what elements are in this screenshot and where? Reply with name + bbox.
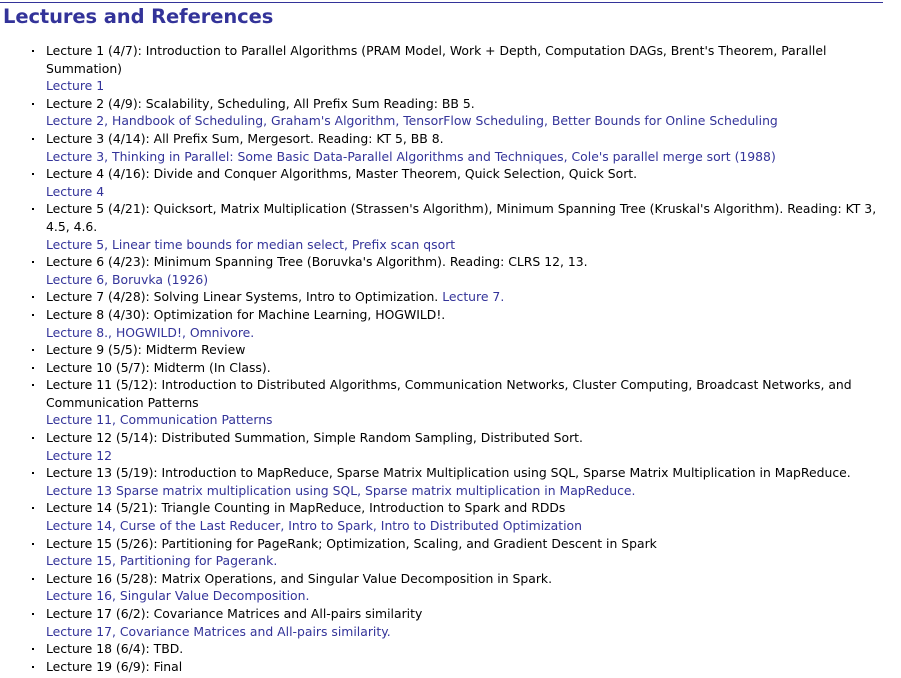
lecture-item [46,306,886,341]
reference-links [46,77,886,95]
lecture-description: Lecture 1 (4/7): Introduction to Parallel Algorithms (PRAM Model, Work + Depth, Computation DAGs, Brent's Theorem, Parallel Summation) [46,43,827,76]
reference-link[interactable]: Partitioning for Pagerank [119,553,274,569]
lecture-description: Lecture 12 (5/14): Distributed Summation, Simple Random Sampling, Distributed Sort. [46,430,583,446]
link-separator: , [111,623,120,639]
link-separator: , [343,236,352,252]
reference-links [46,271,886,289]
inline-lecture-link[interactable]: Lecture 7 [442,289,501,305]
reference-link[interactable]: Linear time bounds for median select [112,236,344,252]
reference-link[interactable]: Handbook of Scheduling [112,113,264,129]
reference-links [46,411,886,429]
lecture-description: Lecture 8 (4/30): Optimization for Machine Learning, HOGWILD!. [46,306,446,322]
link-separator: , [280,518,289,534]
lecture-description: Lecture 18 (6/4): TBD. [46,641,184,657]
lecture-description: Lecture 10 (5/7): Midterm (In Class). [46,359,271,375]
reference-link[interactable]: Lecture 1 [46,78,105,94]
link-separator: , [395,113,404,129]
link-separator: , [544,113,552,129]
reference-links [46,148,886,166]
links-tail: . [273,553,278,569]
reference-link[interactable]: Lecture 6 [46,271,105,287]
reference-link[interactable]: Boruvka (1926) [112,271,209,287]
reference-link[interactable]: Prefix scan qsort [351,236,456,252]
reference-link[interactable]: Intro to Spark [288,518,373,534]
lecture-description: Lecture 13 (5/19): Introduction to MapReduce, Sparse Matrix Multiplication using SQL, Sparse Matrix Multiplication in MapReduce. [46,465,851,481]
reference-links [46,183,886,201]
lecture-item [46,605,886,640]
link-separator: , [263,113,272,129]
reference-link[interactable]: Lecture 2 [46,113,105,129]
lecture-item [46,253,886,288]
lecture-item [46,359,886,377]
lecture-item [46,165,886,200]
reference-links [46,517,886,535]
lecture-description: Lecture 15 (5/26): Partitioning for PageRank; Optimization, Scaling, and Gradient Descent in Spark [46,535,657,551]
lecture-description: Lecture 19 (6/9): Final [46,658,183,674]
reference-link[interactable]: HOGWILD! [115,324,182,340]
lecture-description: Lecture 6 (4/23): Minimum Spanning Tree (Boruvka's Algorithm). Reading: CLRS 12, 13. [46,254,588,270]
reference-link[interactable]: Lecture 11 [46,412,112,428]
link-separator: , [563,148,572,164]
reference-link[interactable]: Lecture 16 [46,588,112,604]
reference-link[interactable]: Covariance Matrices and All-pairs similarity [119,623,387,639]
lecture-description: Lecture 11 (5/12): Introduction to Distributed Algorithms, Communication Networks, Cluster Computing, Broadcast Networks, and Communication Patterns [46,377,852,410]
reference-link[interactable]: Cole's parallel merge sort (1988) [571,148,776,164]
link-separator: , [104,148,112,164]
reference-links [46,112,886,130]
lecture-description: Lecture 2 (4/9): Scalability, Scheduling, All Prefix Sum Reading: BB 5. [46,95,475,111]
reference-link[interactable]: Lecture 17 [46,623,112,639]
reference-link[interactable]: Lecture 13 [46,482,112,498]
reference-link[interactable]: Lecture 12 [46,447,112,463]
link-separator: , [181,324,190,340]
reference-link[interactable]: Lecture 8. [46,324,109,340]
reference-link[interactable]: Better Bounds for Online Scheduling [551,113,778,129]
lecture-item [46,130,886,165]
reference-link[interactable]: Thinking in Parallel: Some Basic Data-Parallel Algorithms and Techniques [112,148,564,164]
link-separator: , [111,588,120,604]
lecture-description: Lecture 17 (6/2): Covariance Matrices and All-pairs similarity [46,606,423,621]
links-tail: . [386,623,391,639]
lecture-item [46,535,886,570]
reference-links [46,587,886,605]
lecture-item [46,464,886,499]
reference-links [46,447,886,465]
link-separator: , [357,482,366,498]
reference-link[interactable]: Sparse matrix multiplication in MapReduce [365,482,632,498]
reference-link[interactable]: Communication Patterns [119,412,273,428]
lecture-item [46,341,886,359]
link-separator: , [104,113,112,129]
reference-links [46,482,886,500]
reference-links [46,552,886,570]
lecture-description: Lecture 14 (5/21): Triangle Counting in MapReduce, Introduction to Spark and RDDs [46,500,566,516]
link-separator: , [111,553,120,569]
link-separator: , [111,518,120,534]
lecture-list [46,42,886,675]
reference-link[interactable]: Graham's Algorithm [271,113,396,129]
lecture-item [46,42,886,95]
link-separator: , [104,271,112,287]
link-separator: , [372,518,381,534]
reference-link[interactable]: Omnivore. [189,324,255,340]
lecture-item [46,95,886,130]
reference-link[interactable]: Singular Value Decomposition [119,588,306,604]
reference-link[interactable]: Lecture 5 [46,236,105,252]
reference-links [46,236,886,254]
lecture-item [46,200,886,253]
reference-link[interactable]: Lecture 4 [46,183,105,199]
links-tail: . [631,482,636,498]
lecture-description: Lecture 7 (4/28): Solving Linear Systems, Intro to Optimization. [46,289,439,305]
lecture-description: Lecture 16 (5/28): Matrix Operations, and Singular Value Decomposition in Spark. [46,570,553,586]
lecture-item [46,376,886,429]
lecture-item [46,429,886,464]
inline-tail: . [500,289,505,305]
lecture-description: Lecture 5 (4/21): Quicksort, Matrix Multiplication (Strassen's Algorithm), Minimum Spanning Tree (Kruskal's Algorithm). Reading: KT 3, 4.5, 4.6. [46,201,877,234]
section-title: Lectures and References [3,5,274,28]
reference-link[interactable]: Intro to Distributed Optimization [380,518,582,534]
reference-link[interactable]: Lecture 15 [46,553,112,569]
links-tail: . [305,588,310,604]
lecture-item [46,658,886,676]
reference-link[interactable]: TensorFlow Scheduling [403,113,544,129]
lecture-description: Lecture 4 (4/16): Divide and Conquer Algorithms, Master Theorem, Quick Selection, Quick Sort. [46,166,638,182]
reference-link[interactable]: Lecture 14 [46,518,112,534]
link-separator: , [111,412,120,428]
lecture-description: Lecture 3 (4/14): All Prefix Sum, Mergesort. Reading: KT 5, BB 8. [46,130,444,146]
reference-link[interactable]: Curse of the Last Reducer [119,518,281,534]
reference-link[interactable]: Sparse matrix multiplication using SQL [115,482,358,498]
lecture-item [46,288,886,306]
reference-link[interactable]: Lecture 3 [46,148,105,164]
reference-links [46,623,886,641]
lecture-item [46,640,886,658]
lecture-description: Lecture 9 (5/5): Midterm Review [46,342,246,358]
reference-links [46,324,886,342]
link-separator: , [108,324,116,340]
lecture-item [46,570,886,605]
link-separator: , [104,236,112,252]
top-rule [0,2,883,3]
lecture-item [46,499,886,534]
